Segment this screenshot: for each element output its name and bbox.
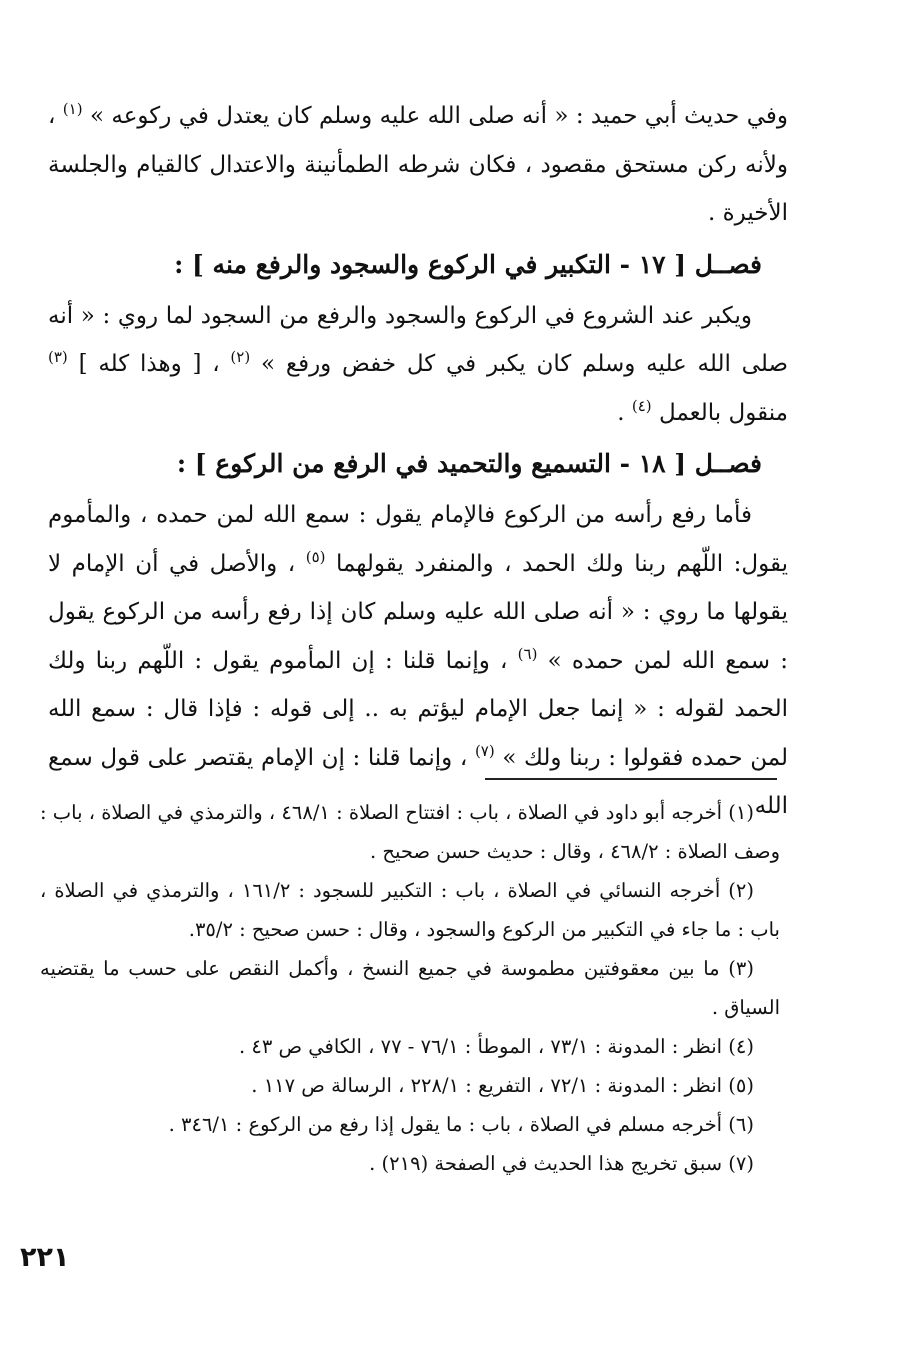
- footnote-ref-2[interactable]: (٢): [230, 348, 251, 366]
- paragraph-1: وفي حديث أبي حميد : « أنه صلى الله عليه وسلم كان يعتدل في ركوعه » $^{(١)}$ ، ولأنه ركن مستحق مقصود ، فكان شرطه الطمأنينة والاعتدال كالقيام والجلسة الأخيرة .: [48, 100, 789, 226]
- section-heading-17: فصــل [ ١٧ - التكبير في الركوع والسجود والرفع منه ] :: [174, 249, 762, 279]
- footnote-separator: [485, 778, 777, 780]
- paragraph-3: فأما رفع رأسه من الركوع فالإمام يقول : سمع الله لمن حمده ، والمأموم يقول: اللّهم ربنا ولك الحمد ، والمنفرد يقولهما $^{(٥)}$ ، والأصل في أن الإمام لا يقولها ما روي : « أنه صلى الله عليه وسلم كان إذا رفع رأسه من الركوع يقول : سمع الله لمن حمده » $^{(٦)}$ ، وإنما قلنا : إن المأموم يقول : اللّهم ربنا ولك الحمد لقوله : « إنما جعل الإمام ليؤتم به .. إلى قوله : فإذا قال : سمع الله لمن حمده فقولوا : ربنا ولك » $^{(٧)}$ ، وإنما قلنا : إن الإمام يقتصر على قول سمع الله: [48, 502, 789, 819]
- footnote-ref-3[interactable]: (٣): [48, 348, 68, 366]
- paragraph-2: ويكبر عند الشروع في الركوع والسجود والرفع من السجود لما روي : « أنه صلى الله عليه وسلم كان يكبر في كل خفض ورفع » $^{(٢)}$ ، [ وهذا كله ] $^{(٣)}$ منقول بالعمل $^{(٤)}$ .: [48, 302, 788, 426]
- footnote-2: (٢) أخرجه النسائي في الصلاة ، باب : التكبير للسجود : ١٦١/٢ ، والترمذي في الصلاة ، باب : ما جاء في التكبير من الركوع والسجود ، وقال : حسن صحيح : ٣٥/٢.: [40, 879, 780, 941]
- footnote-ref-4[interactable]: (٤): [631, 396, 652, 415]
- footnote-5: (٥) انظر : المدونة : ٧٢/١ ، التفريع : ٢٢٨/١ ، الرسالة ص ١١٧ .: [251, 1074, 754, 1097]
- footnote-3: (٣) ما بين معقوفتين مطموسة في جميع النسخ ، وأكمل النقص على حسب ما يقتضيه السياق .: [40, 957, 780, 1019]
- footnote-ref-7[interactable]: (٧): [474, 741, 495, 760]
- footnote-7: (٧) سبق تخريج هذا الحديث في الصفحة (٢١٩) .: [369, 1152, 754, 1175]
- footnote-4: (٤) انظر : المدونة : ٧٣/١ ، الموطأ : ٧٦/١ - ٧٧ ، الكافي ص ٤٣ .: [238, 1035, 754, 1058]
- main-text: [48, 92, 788, 831]
- footnote-6: (٦) أخرجه مسلم في الصلاة ، باب : ما يقول إذا رفع من الركوع : ٣٤٦/١ .: [168, 1113, 754, 1136]
- footnote-ref-6[interactable]: (٦): [517, 644, 538, 663]
- section-heading-18: فصــل [ ١٨ - التسميع والتحميد في الرفع من الركوع ] :: [176, 449, 762, 478]
- footnote-ref-5[interactable]: (٥): [305, 547, 326, 566]
- footnotes: [40, 793, 780, 1183]
- footnote-ref-1[interactable]: (١): [62, 100, 83, 118]
- footnote-1: (١) أخرجه أبو داود في الصلاة ، باب : افتتاح الصلاة : ٤٦٨/١ ، والترمذي في الصلاة ، باب : وصف الصلاة : ٤٦٨/٢ ، وقال : حديث حسن صحيح .: [40, 801, 780, 863]
- page-number: ٢٢١: [20, 1242, 70, 1273]
